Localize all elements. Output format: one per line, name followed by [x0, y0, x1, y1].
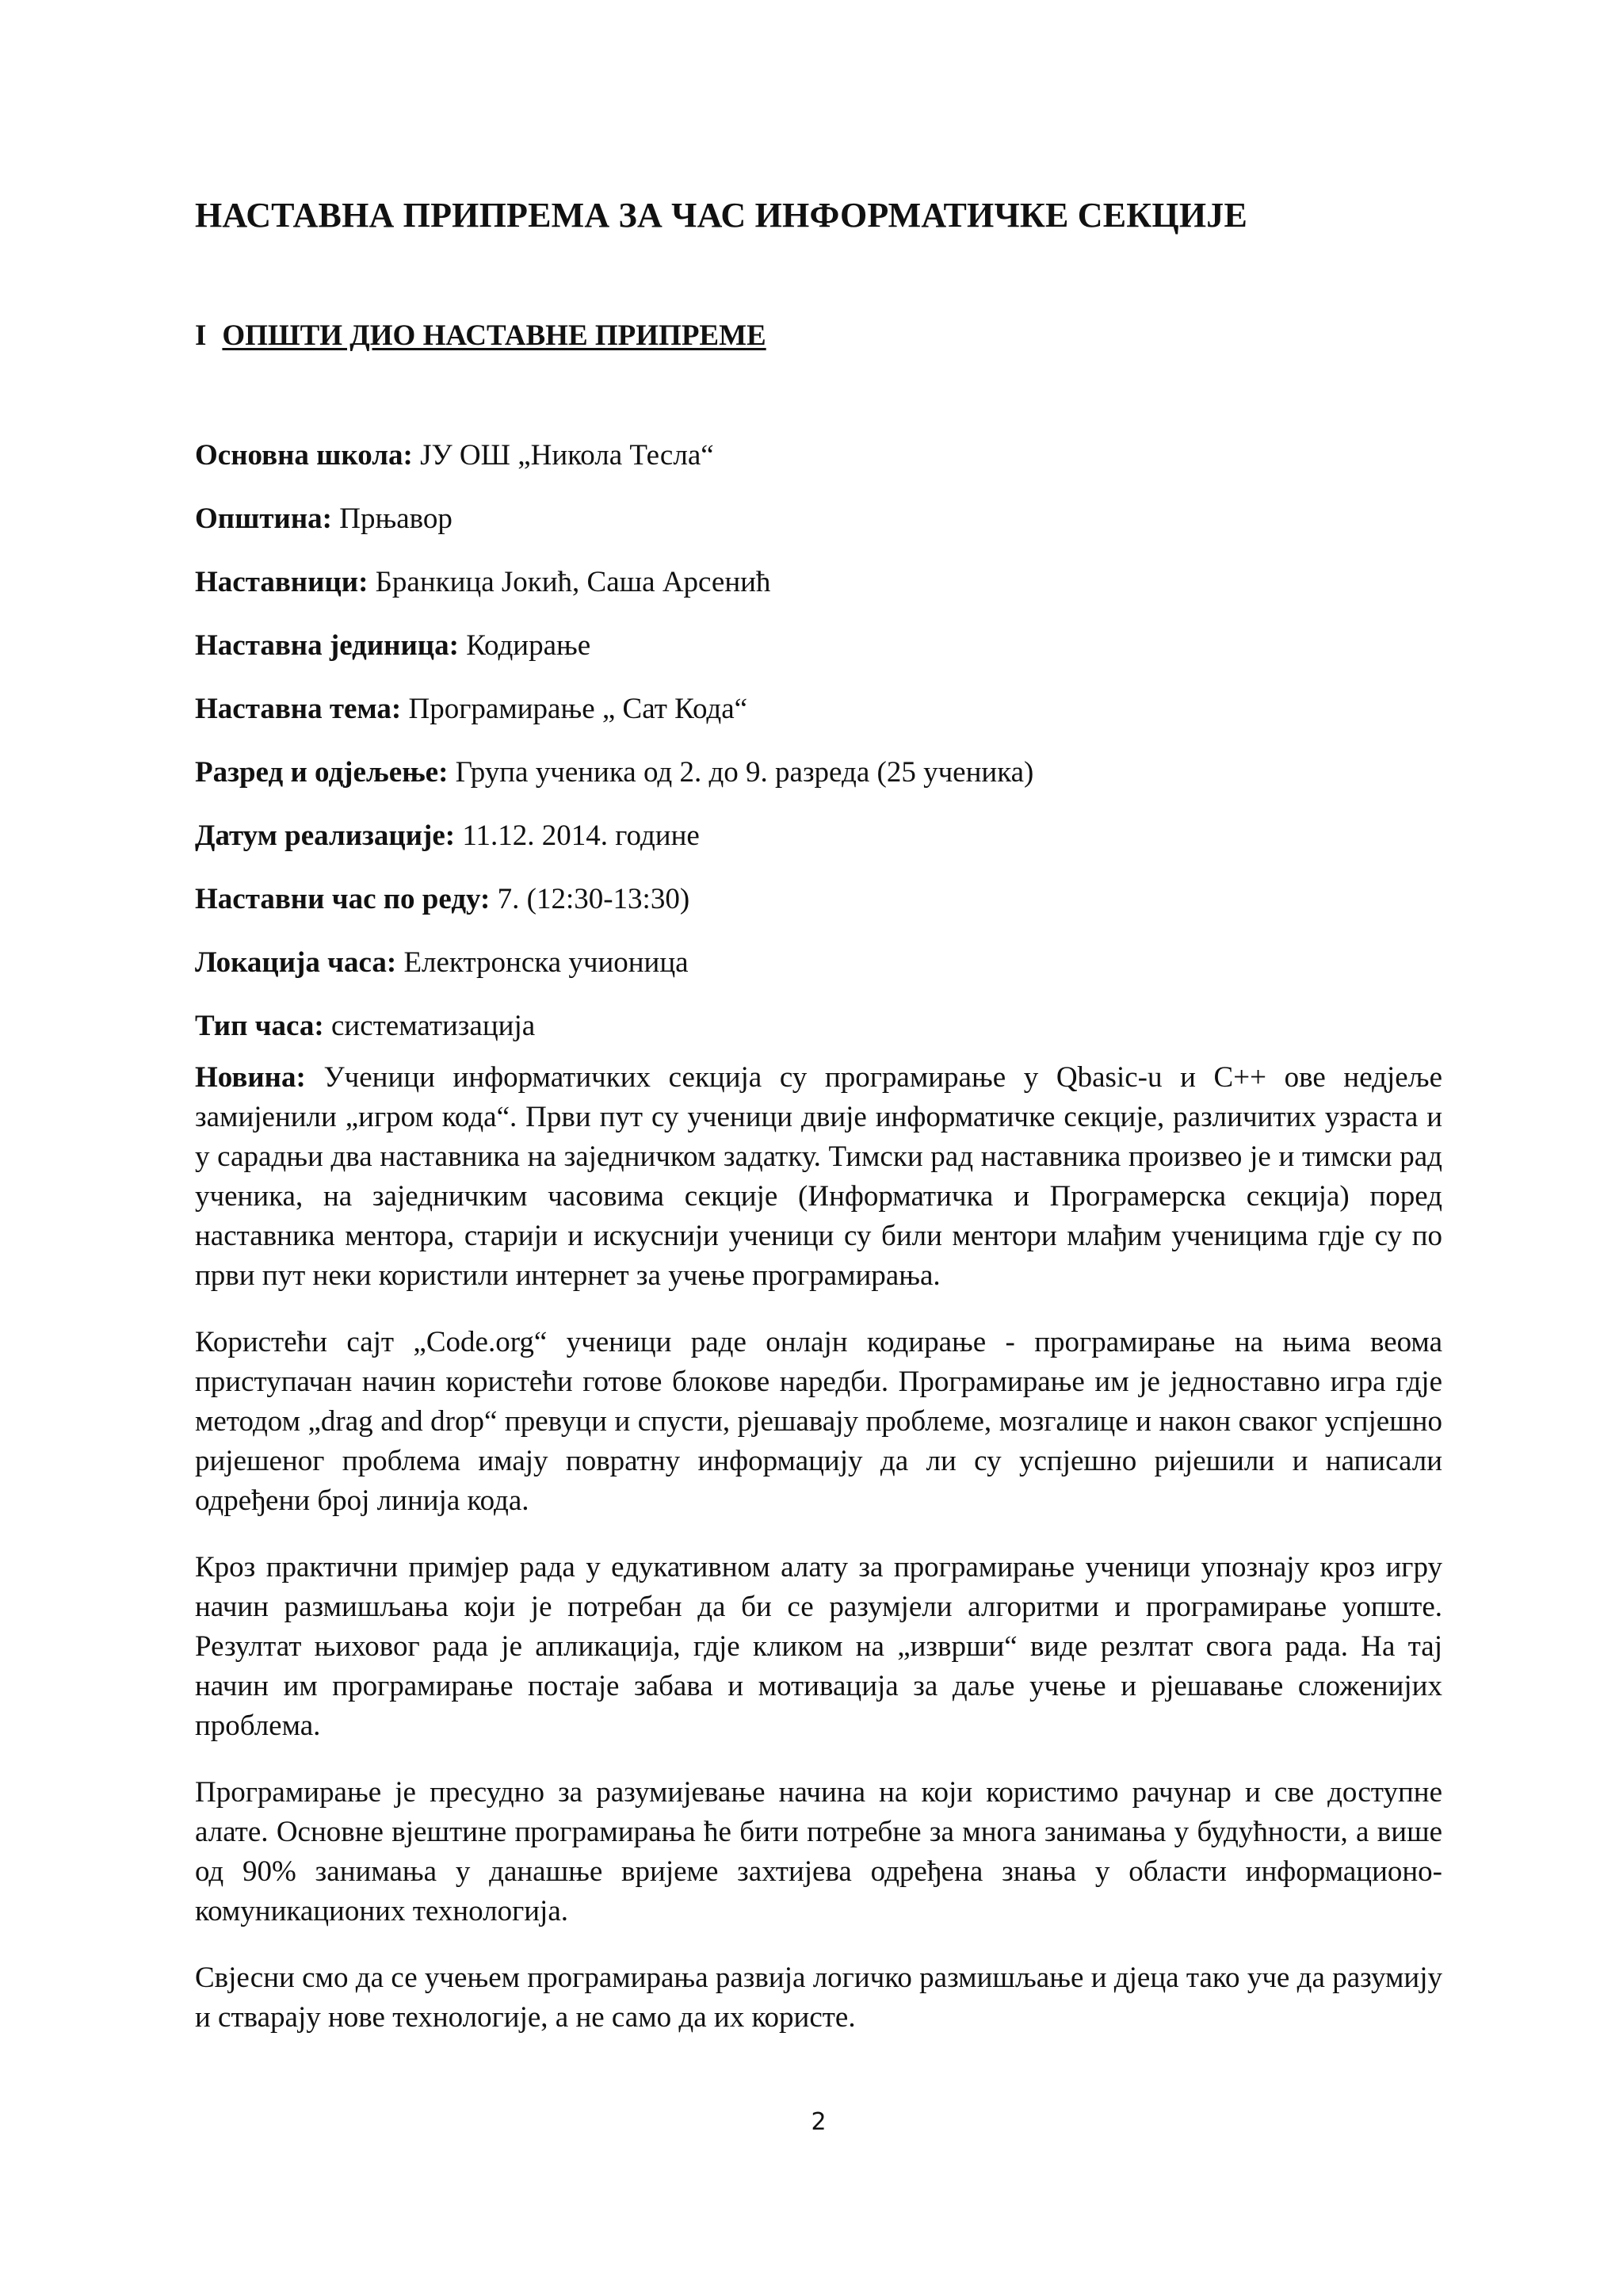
field-value: Група ученика од 2. до 9. разреда (25 ученика)	[448, 756, 1034, 789]
field-value: Електронска учионица	[396, 946, 689, 979]
field-teaching-unit	[195, 622, 1442, 686]
novelty-label: Новина:	[195, 1061, 306, 1094]
document-title: НАСТАВНА ПРИПРЕМА ЗА ЧАС ИНФОРМАТИЧКЕ СЕКЦИЈЕ	[195, 196, 1248, 235]
field-date	[195, 812, 1442, 876]
field-teaching-topic	[195, 686, 1442, 749]
field-teachers	[195, 559, 1442, 622]
field-value: 11.12. 2014. године	[455, 819, 700, 852]
page-number: 2	[811, 2108, 827, 2136]
field-lesson-type	[195, 1003, 1442, 1066]
field-value: Бранкица Јокић, Саша Арсенић	[368, 566, 771, 598]
field-value: Програмирање „ Сат Кода“	[401, 693, 748, 725]
field-label: Тип часа:	[195, 1010, 324, 1042]
field-label: Наставни час по реду:	[195, 883, 491, 915]
field-label: Основна школа:	[195, 439, 413, 472]
field-value: ЈУ ОШ „Никола Тесла“	[412, 439, 714, 472]
field-grade-class	[195, 749, 1442, 812]
field-value: Прњавор	[331, 502, 453, 535]
field-lesson-order	[195, 876, 1442, 939]
field-label: Датум реализације:	[195, 819, 456, 852]
field-label: Наставна јединица:	[195, 629, 459, 662]
novelty-text: Ученици информатичких секција су програмирање у Qbasic-u и C++ ове недјеље замијенили „игром кода“. Први пут су ученици двије информатичке секције, различитих узраста и у сарадњи два наставника на заједничком задатку. Тимски рад наставника произвео је и тимски рад ученика, на заједничким часовима секције (Информатичка и Програмерска секција) поред наставника ментора, старији и искуснији ученици су били ментори млађим ученицима гдје су по први пут неки користили интернет за учење програмирања.	[195, 1061, 1442, 1292]
body-text	[195, 1058, 1442, 2065]
document-page	[195, 0, 1442, 2296]
section-heading	[195, 319, 766, 353]
field-location	[195, 939, 1442, 1003]
paragraph-practical-example: Кроз практични примјер рада у едукативном алату за програмирање ученици упознају кроз игру начин размишљања који је потребан да би се разумјели алгоритми и програмирање уопште. Резултат њиховог рада је апликација, гдје кликом на „изврши“ виде резлтат свога рада. На тај начин им програмирање постаје забава и мотивација за даље учење и рјешавање сложенијих проблема.	[195, 1551, 1442, 1742]
novelty-paragraph	[195, 1058, 1442, 1296]
field-label: Наставна тема:	[195, 693, 402, 725]
field-label: Општина:	[195, 502, 332, 535]
paragraph-logical-thinking: Свјесни смо да се учењем програмирања развија логичко размишљање и дјеца тако уче да разумију и стварају нове технологије, а не само да их користе.	[195, 1962, 1442, 2034]
field-school	[195, 432, 1442, 495]
field-municipality	[195, 495, 1442, 559]
field-label: Локација часа:	[195, 946, 397, 979]
field-value: 7. (12:30-13:30)	[490, 883, 690, 915]
field-label: Наставници:	[195, 566, 369, 598]
lesson-info-fields	[195, 432, 1442, 1066]
section-number: I	[195, 319, 207, 352]
field-value: систематизација	[323, 1010, 536, 1042]
paragraph-code-org: Користећи сајт „Code.org“ ученици раде онлајн кодирање - програмирање на њима веома приступачан начин користећи готове блокове наредби. Програмирање им је једноставно игра гдје методом „drag and drop“ превуци и спусти, рјешавају проблеме, мозгалице и након сваког успјешно ријешеног проблема имају повратну информацију да ли су успјешно ријешили и написали одређени број линија кода.	[195, 1326, 1442, 1517]
field-label: Разред и одјељење:	[195, 756, 449, 789]
paragraph-importance: Програмирање је пресудно за разумијевање начина на који користимо рачунар и све доступне алате. Основне вјештине програмирања ће бити потребне за многа занимања у будућности, а више од 90% занимања у данашње вријеме захтијева одређена знања у области информационо-комуникационих технологија.	[195, 1776, 1442, 1927]
section-title: ОПШТИ ДИО НАСТАВНЕ ПРИПРЕМЕ	[222, 319, 766, 352]
field-value: Кодирање	[458, 629, 591, 662]
